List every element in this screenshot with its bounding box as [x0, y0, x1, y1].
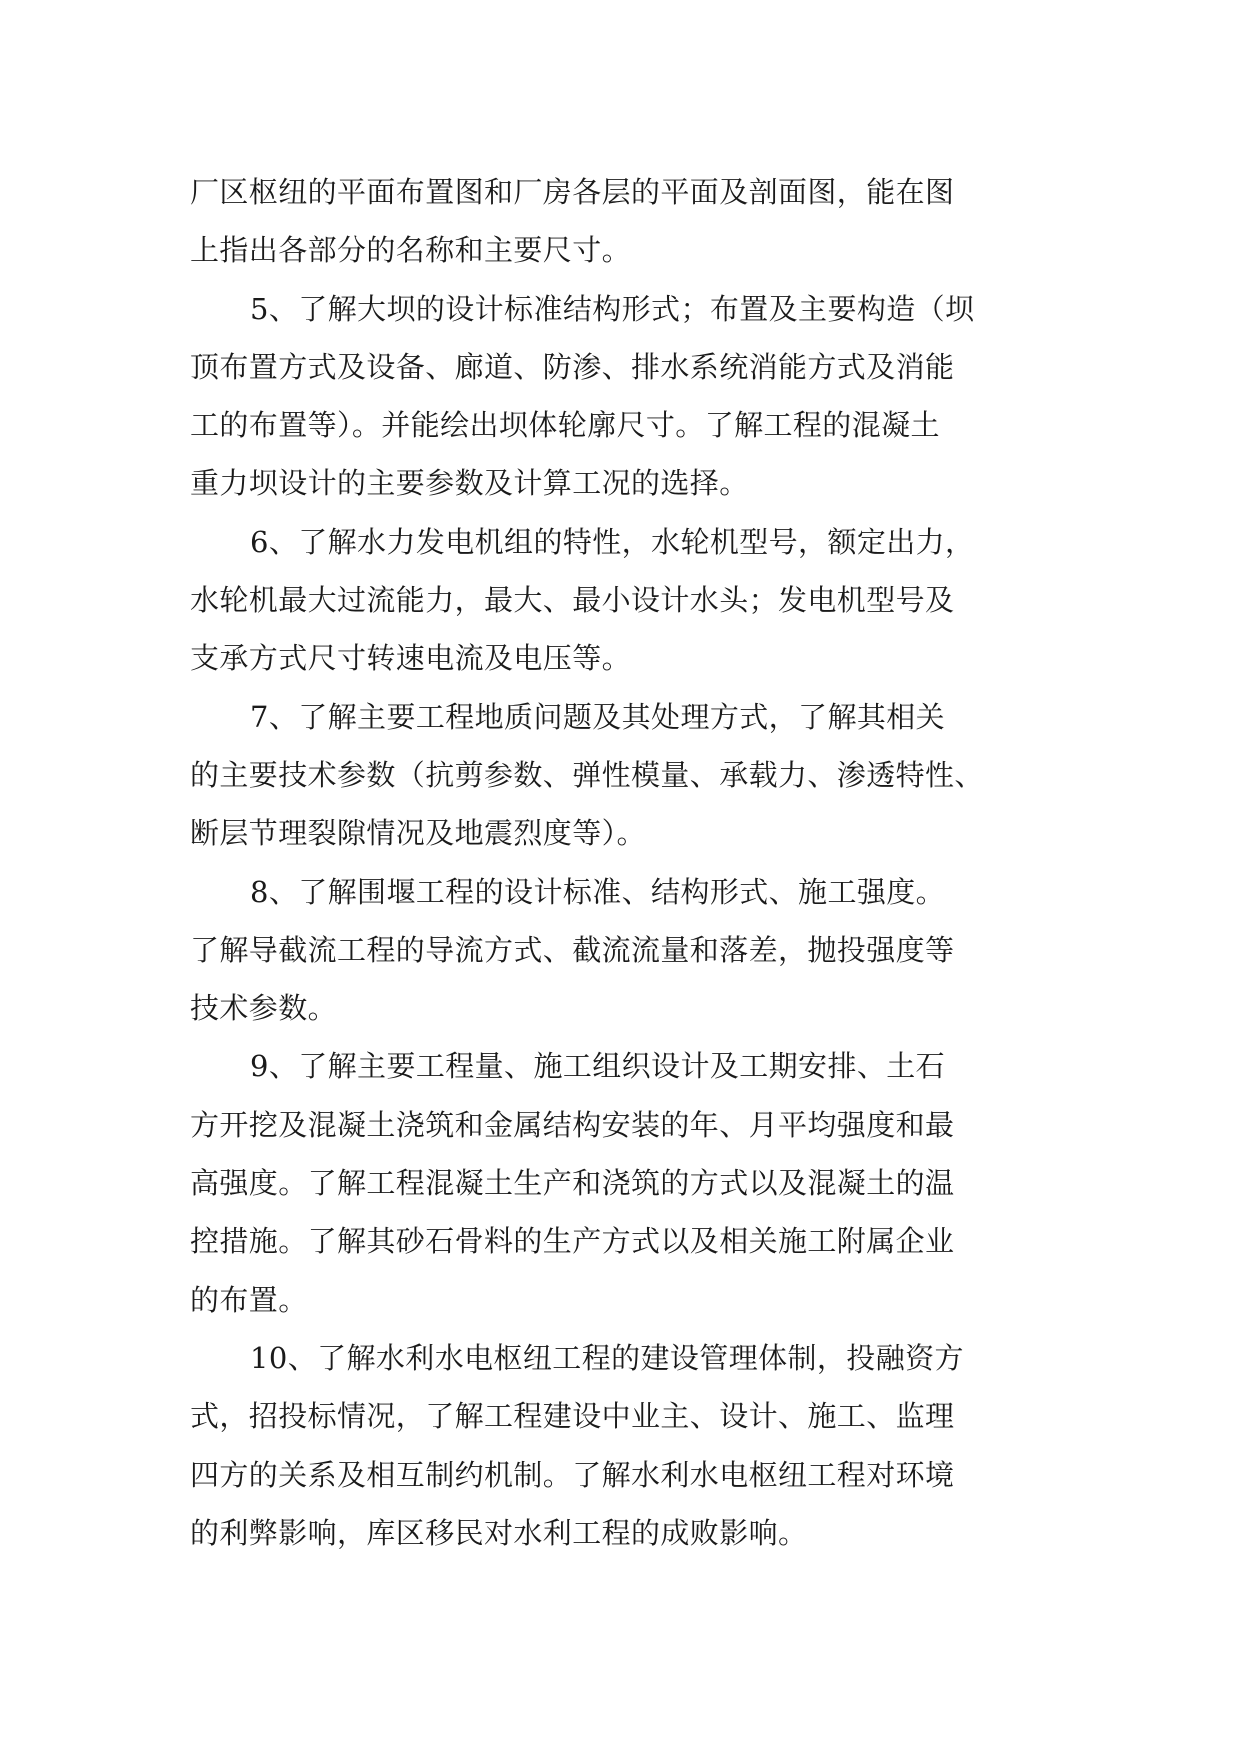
- text-line: 6、了解水力发电机组的特性，水轮机型号，额定出力，: [250, 524, 975, 559]
- text-line: 了解导截流工程的导流方式、截流流量和落差，抛投强度等: [190, 932, 955, 967]
- text-line: 方开挖及混凝土浇筑和金属结构安装的年、月平均强度和最: [190, 1107, 955, 1142]
- text-line: 技术参数。: [190, 991, 338, 1026]
- text-line: 水轮机最大过流能力，最大、最小设计水头；发电机型号及: [190, 583, 955, 618]
- text-line: 的利弊影响，库区移民对水利工程的成败影响。: [190, 1515, 808, 1550]
- text-line: 上指出各部分的名称和主要尺寸。: [190, 233, 632, 268]
- text-line: 高强度。了解工程混凝土生产和浇筑的方式以及混凝土的温: [190, 1166, 955, 1201]
- text-line: 9、了解主要工程量、施工组织设计及工期安排、土石: [250, 1049, 946, 1084]
- text-line: 重力坝设计的主要参数及计算工况的选择。: [190, 466, 749, 501]
- text-line: 10、了解水利水电枢纽工程的建设管理体制，投融资方: [250, 1340, 964, 1375]
- text-line: 控措施。了解其砂石骨料的生产方式以及相关施工附属企业: [190, 1224, 955, 1259]
- text-line: 顶布置方式及设备、廊道、防渗、排水系统消能方式及消能: [190, 349, 955, 384]
- text-line: 的布置。: [190, 1282, 308, 1317]
- text-line: 8、了解围堰工程的设计标准、结构形式、施工强度。: [250, 874, 946, 909]
- text-line: 支承方式尺寸转速电流及电压等。: [190, 641, 632, 676]
- document-body: [190, 163, 1070, 1562]
- text-line: 断层节理裂隙情况及地震烈度等）。: [190, 816, 646, 851]
- text-line: 四方的关系及相互制约机制。了解水利水电枢纽工程对环境: [190, 1457, 955, 1492]
- text-line: 厂区枢纽的平面布置图和厂房各层的平面及剖面图，能在图: [190, 175, 955, 209]
- text-line: 7、了解主要工程地质问题及其处理方式，了解其相关: [250, 699, 946, 734]
- text-line: 工的布置等）。并能绘出坝体轮廓尺寸。了解工程的混凝土: [190, 408, 940, 443]
- text-line: 的主要技术参数（抗剪参数、弹性模量、承载力、渗透特性、: [190, 757, 984, 792]
- text-line: 式，招投标情况，了解工程建设中业主、设计、施工、监理: [190, 1399, 955, 1434]
- text-line: 5、了解大坝的设计标准结构形式；布置及主要构造（坝: [250, 291, 975, 326]
